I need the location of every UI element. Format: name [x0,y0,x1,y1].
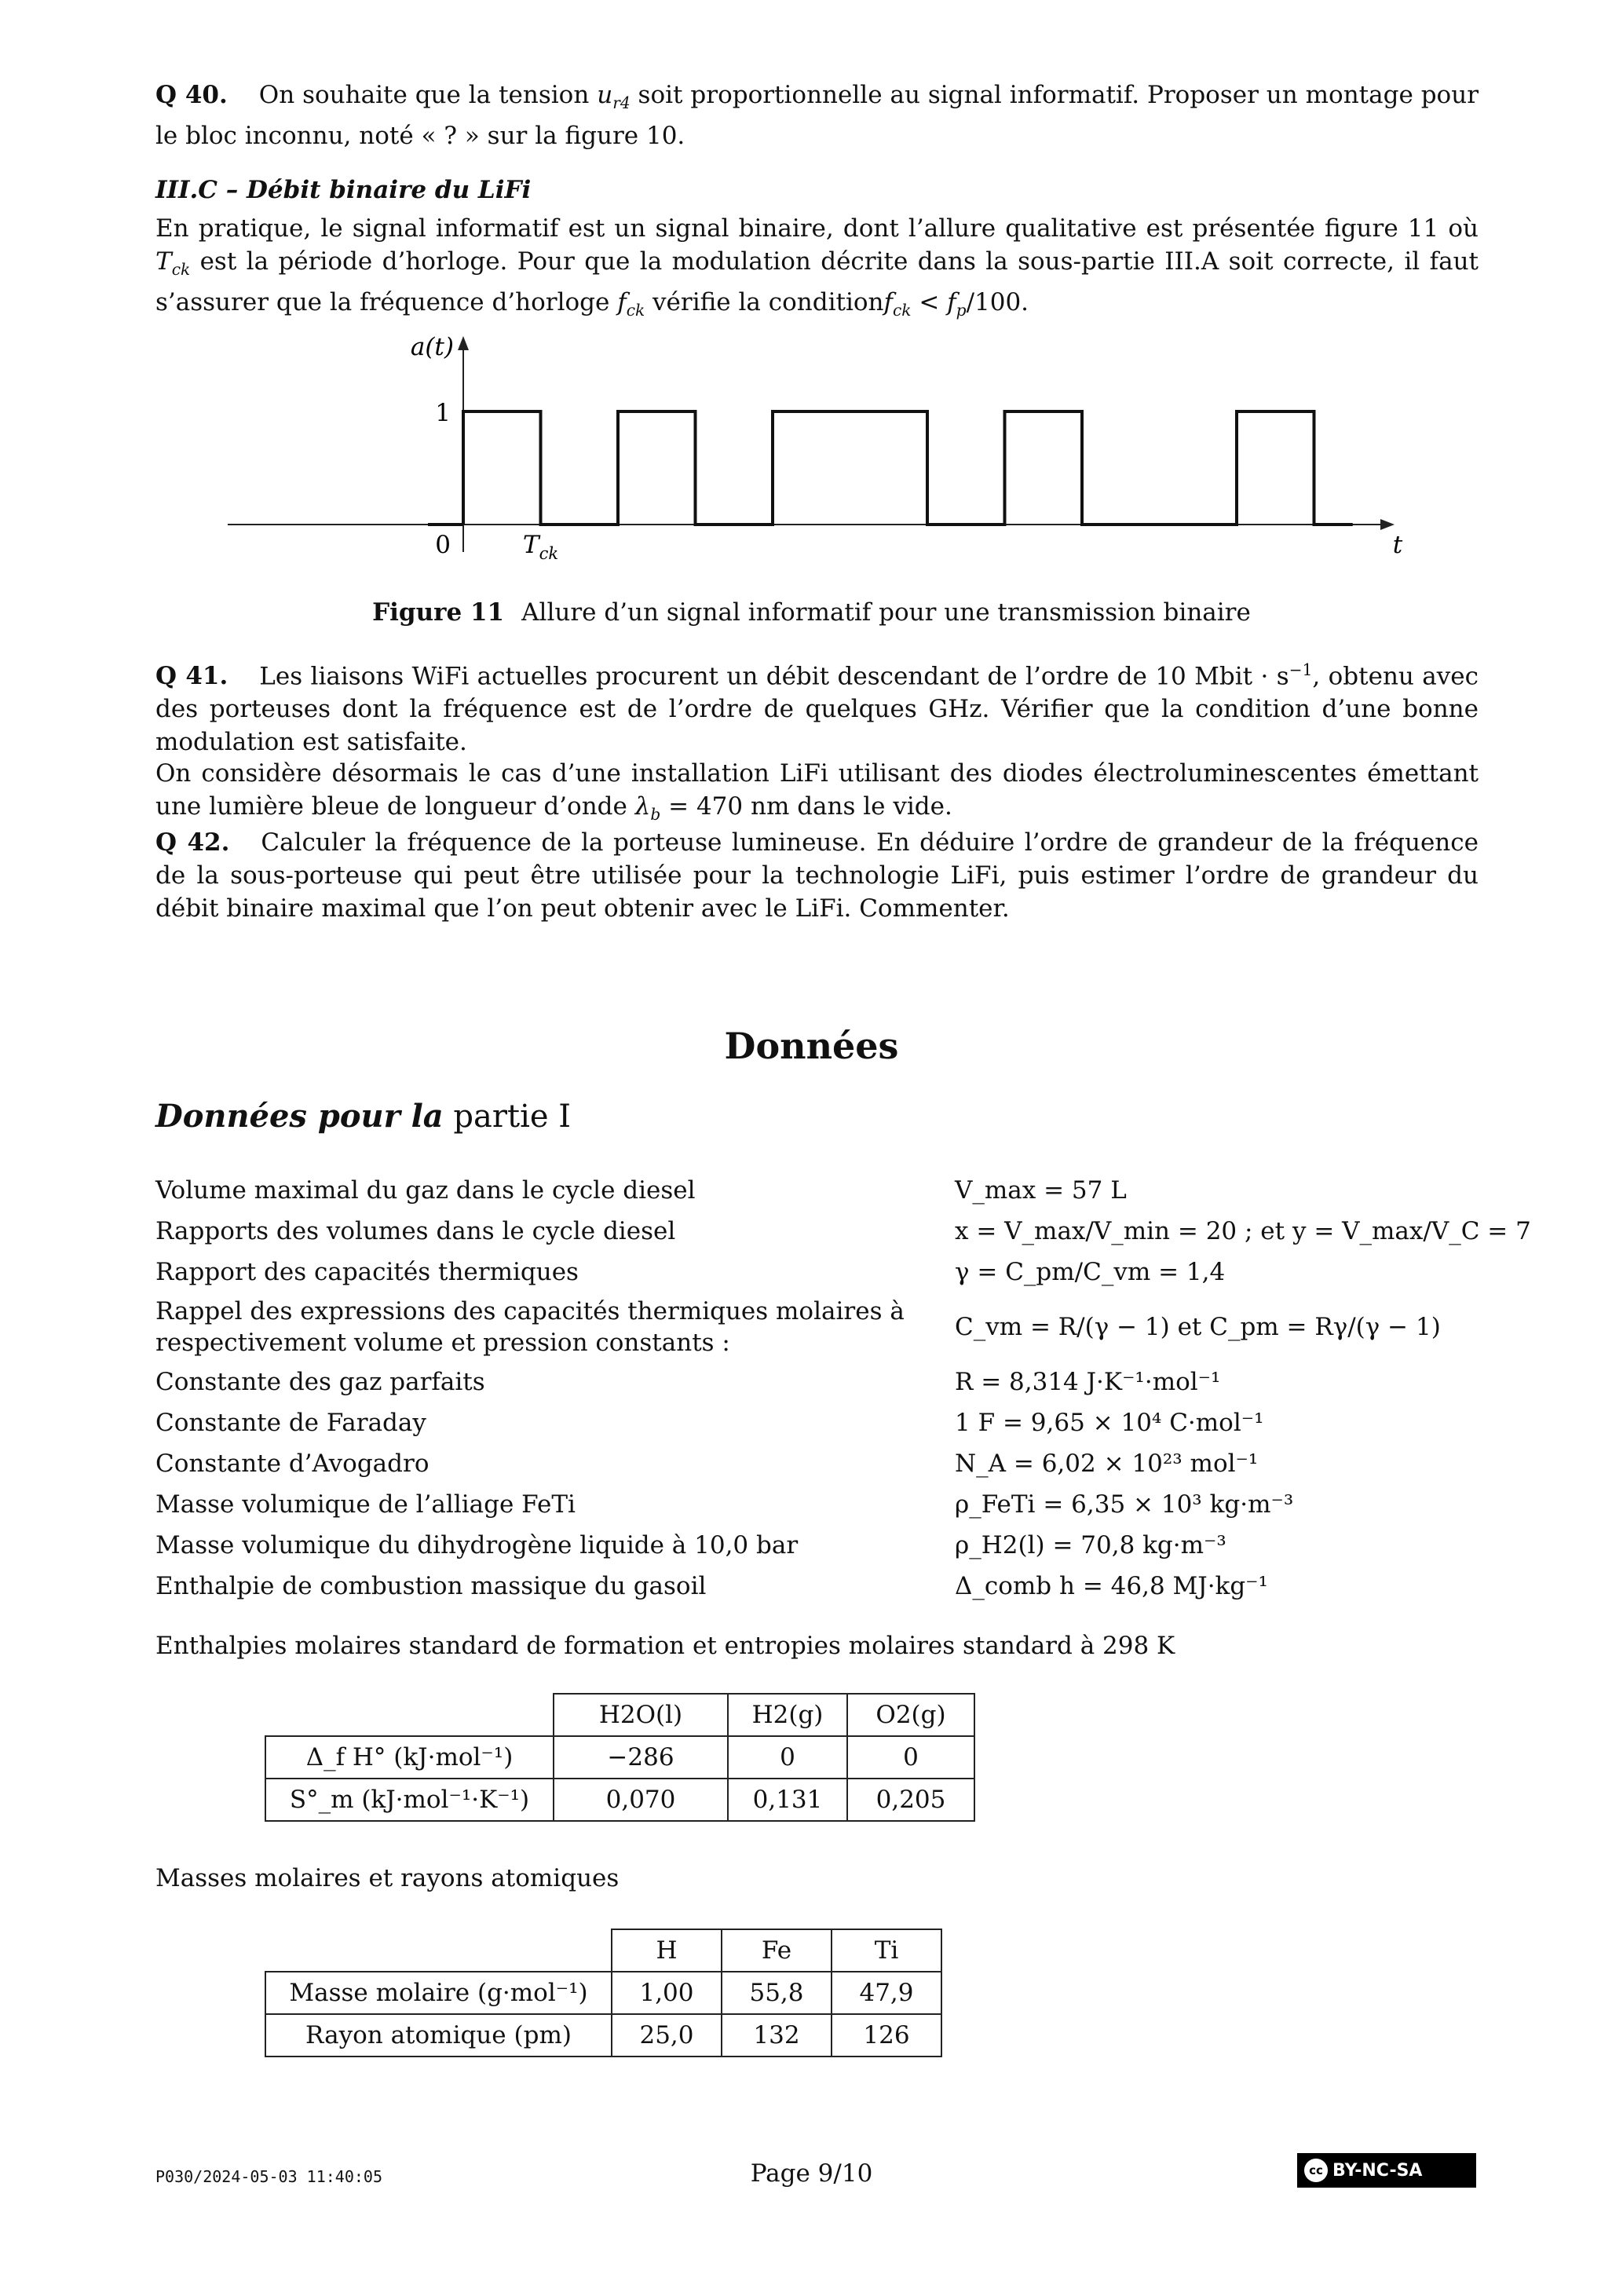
donnees-title: Données [724,1025,899,1067]
data-row: Rappel des expressions des capacités thermiques molaires à respectivement volume et pression constants : C_vm = R/(γ − 1) et C_pm = Rγ/(γ − 1) [155,1297,1441,1357]
q42-label: Q 42. [155,828,230,857]
intro-paragraph: En pratique, le signal informatif est un signal binaire, dont l’allure qualitative est présentée figure 11 où $T_{ck}$ est la période d’horloge. Pour que la modulation décrite dans la sous-partie III.A soit correcte, il faut s’assurer que la fréquence d’horloge $f_{ck}$ vérifie la conditionf$_{ck}$ < $f_p/100$. [155,214,1479,320]
figure-caption: Figure 11 Allure d’un signal informatif pour une transmission binaire [372,598,1251,627]
table-header: H2(g) [728,1694,847,1736]
constants-table [155,1170,1531,1607]
figure-label: Figure 11 [372,598,505,627]
data-row: Masse volumique de l’alliage FeTi ρ_FeTi = 6,35 × 10³ kg·m⁻³ [155,1490,1294,1519]
data-row: Constante de Faraday 1 F = 9,65 × 10⁴ C·mol⁻¹ [155,1409,1264,1437]
page-number: Page 9/10 [750,2159,873,2188]
cc-icon: cc [1304,2159,1328,2182]
y-axis-arrow [458,336,469,350]
table-row: S°_m (kJ·mol⁻¹·K⁻¹) 0,070 0,131 0,205 [265,1779,974,1821]
data-row: Volume maximal du gaz dans le cycle diesel V_max = 57 L [155,1176,1127,1205]
data-row: Masse volumique du dihydrogène liquide à 10,0 bar ρ_H2(l) = 70,8 kg·m⁻³ [155,1531,1226,1559]
x-tick-label: $T_{ck}$ [522,531,559,563]
table-header: Ti [832,1929,941,1972]
data-row: Constante des gaz parfaits R = 8,314 J·K⁻¹·mol⁻¹ [155,1368,1221,1396]
license-badge: cc BY-NC-SA [1297,2153,1476,2188]
y-tick-label: 1 [435,399,451,427]
table-row: Rayon atomique (pm) 25,0 132 126 [265,2014,941,2057]
x-axis-label: t [1392,531,1403,559]
y-axis-label: a(t) [410,333,454,361]
data-row: Enthalpie de combustion massique du gasoil Δ_comb h = 46,8 MJ·kg⁻¹ [155,1572,1268,1600]
thermo-table [265,1693,975,1822]
table-header: H [612,1929,722,1972]
data-row: Constante d’Avogadro N_A = 6,02 × 10²³ mol⁻¹ [155,1450,1259,1478]
footer-timestamp: P030/2024-05-03 11:40:05 [155,2167,382,2186]
signal-chart [0,330,1623,581]
donnees-subhead: Données pour la partie I [155,1098,572,1135]
table-header: H2O(l) [554,1694,728,1736]
table1-intro: Enthalpies molaires standard de formation et entropies molaires standard à 298 K [155,1632,1175,1660]
x-axis-arrow [1380,519,1395,530]
data-row: Rapport des capacités thermiques γ = C_pm/C_vm = 1,4 [155,1258,1226,1286]
atomic-table [265,1929,942,2057]
table-row: Δ_f H° (kJ·mol⁻¹) −286 0 0 [265,1736,974,1779]
lifi-paragraph: On considère désormais le cas d’une installation LiFi utilisant des diodes électroluminescentes émettant une lumière bleue de longueur d’onde $\lambda_b = 470$ nm dans le vide. [155,759,1479,824]
signal-trace [463,411,1353,525]
table-header: O2(g) [847,1694,974,1736]
section-title: III.C – Débit binaire du LiFi [155,176,532,204]
q41-label: Q 41. [155,662,228,691]
q42-paragraph: Q 42. Calculer la fréquence de la porteuse lumineuse. En déduire l’ordre de grandeur de la fréquence de la sous-porteuse qui peut être utilisée pour la technologie LiFi, puis estimer l’ordre de grandeur du débit binaire maximal que l’on peut obtenir avec le LiFi. Commenter. [155,828,1479,923]
data-row: Rapports des volumes dans le cycle diesel x = V_max/V_min = 20 ; et y = V_max/V_C = 7 [155,1217,1531,1245]
table-row: Masse molaire (g·mol⁻¹) 1,00 55,8 47,9 [265,1972,941,2014]
origin-label: 0 [435,531,451,559]
table2-intro: Masses molaires et rayons atomiques [155,1864,620,1892]
q40-paragraph: Q 40. On souhaite que la tension $u_{r4}$ soit proportionnelle au signal informatif. Proposer un montage pour le bloc inconnu, noté « ? » sur la figure 10. [155,81,1479,151]
q41-paragraph: Q 41. Les liaisons WiFi actuelles procurent un débit descendant de l’ordre de 10 Mbit · $s^{-1}$, obtenu avec des porteuses dont la fréquence est de l’ordre de quelques GHz. Vérifier que la condition d’une bonne modulation est satisfaite. [155,660,1479,757]
table-header: Fe [722,1929,832,1972]
q40-label: Q 40. [155,81,228,109]
